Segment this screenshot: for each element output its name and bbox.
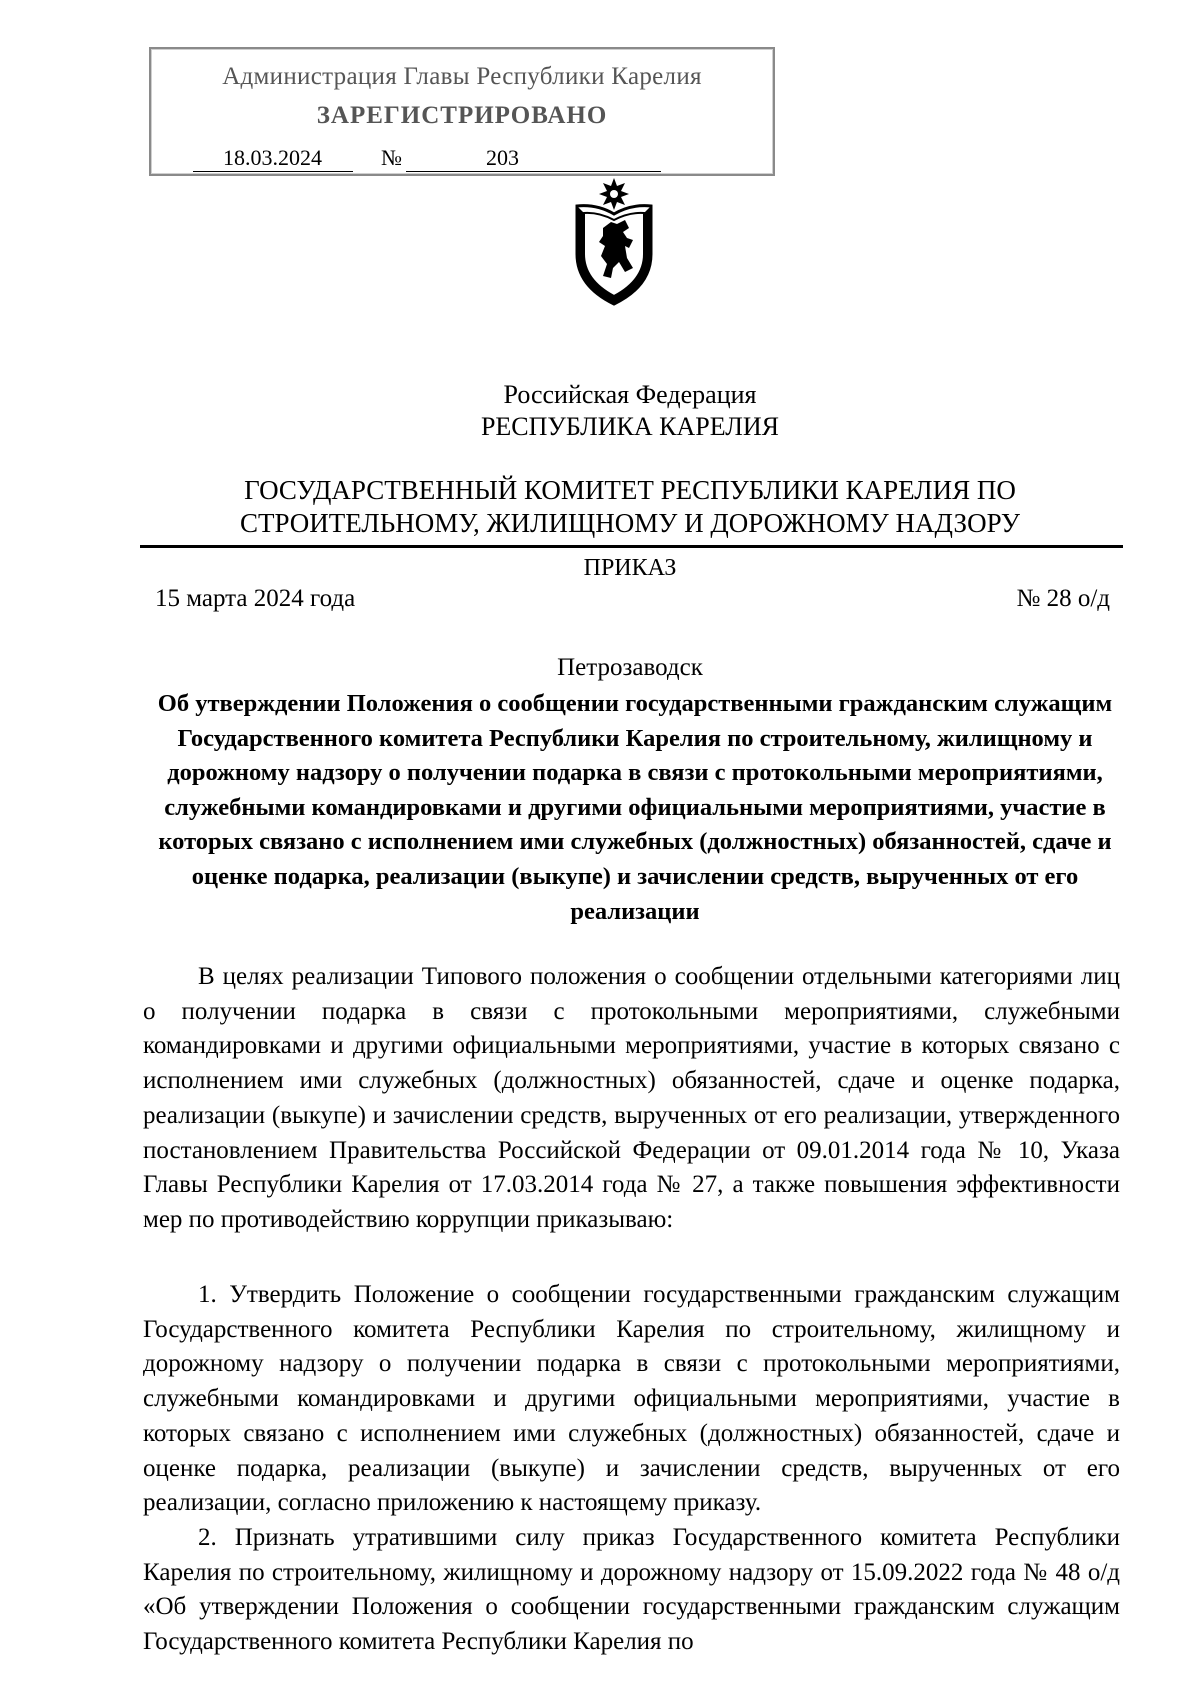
header-divider xyxy=(140,545,1123,548)
karelia-coat-of-arms-icon xyxy=(567,176,661,306)
stamp-status: ЗАРЕГИСТРИРОВАНО xyxy=(316,102,608,129)
committee-name-line1: ГОСУДАРСТВЕННЫЙ КОМИТЕТ РЕСПУБЛИКИ КАРЕЛИЯ ПО xyxy=(244,475,1016,505)
stamp-organization: Администрация Главы Республики Карелия xyxy=(222,63,702,90)
order-date: 15 марта 2024 года xyxy=(155,585,356,612)
republic-name: РЕСПУБЛИКА КАРЕЛИЯ xyxy=(480,412,780,441)
stamp-number-label: № xyxy=(381,145,402,170)
registration-stamp xyxy=(149,47,775,176)
order-item-1: 1. Утвердить Положение о сообщении государственными гражданским служащим Государственного комитета Республики Карелия по строительному, жилищному и дорожному надзору о получении подарка в связи с протокольными мероприятиями, служебными командировками и другими официальными мероприятиями, участие в которых связано с исполнением ими служебных (должностных) обязанностей, сдаче и оценке подарка, реализации (выкупе) и зачислении средств, вырученных от его реализации, согласно приложению к настоящему приказу. xyxy=(143,1281,1120,1517)
order-city: Петрозаводск xyxy=(557,654,703,681)
order-number: № 28 о/д xyxy=(1016,585,1110,612)
committee-name-line2: СТРОИТЕЛЬНОМУ, ЖИЛИЩНОМУ И ДОРОЖНОМУ НАДЗОРУ xyxy=(239,508,1021,538)
document-type: ПРИКАЗ xyxy=(583,555,677,581)
document-title: Об утверждении Положения о сообщении государственными гражданским служащим Государственного комитета Республики Карелия по строительному, жилищному и дорожному надзору о получении подарка в связи с протокольными мероприятиями, служебными командировками и другими официальными мероприятиями, участие в которых связано с исполнением ими служебных (должностных) обязанностей, сдаче и оценке подарка, реализации (выкупе) и зачислении средств, вырученных от его реализации xyxy=(157,690,1113,925)
country-name: Российская Федерация xyxy=(503,380,757,409)
stamp-date: 18.03.2024 xyxy=(193,145,353,172)
stamp-number: 203 xyxy=(406,145,661,172)
intro-paragraph: В целях реализации Типового положения о сообщении отдельными категориями лиц о получении подарка в связи с протокольными мероприятиями, служебными командировками и другими официальными мероприятиями, участие в которых связано с исполнением ими служебных (должностных) обязанностей, сдаче и оценке подарка, реализации (выкупе) и зачислении средств, вырученных от его реализации, утвержденного постановлением Правительства Российской Федерации от 09.01.2014 года № 10, Указа Главы Республики Карелия от 17.03.2014 года № 27, а также повышения эффективности мер по противодействию коррупции приказываю: xyxy=(143,963,1120,1233)
order-item-2: 2. Признать утратившими силу приказ Государственного комитета Республики Карелия по строительному, жилищному и дорожному надзору от 15.09.2022 года № 48 о/д «Об утверждении Положения о сообщении государственными гражданским служащим Государственного комитета Республики Карелия по xyxy=(143,1524,1120,1656)
